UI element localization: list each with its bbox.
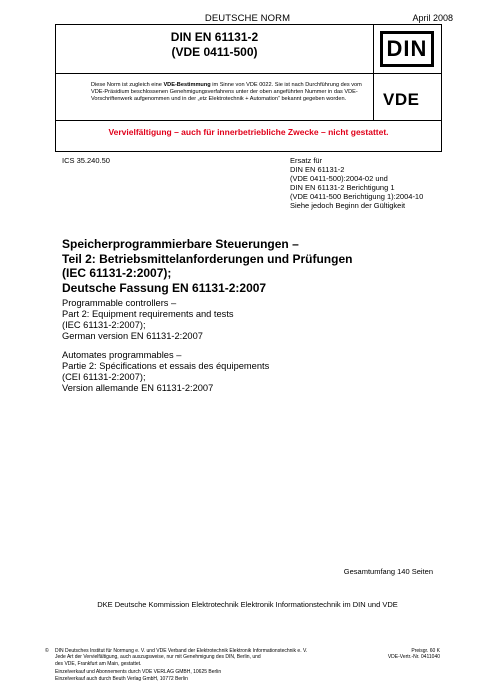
replaces-line: DIN EN 61131-2 Berichtigung 1: [290, 183, 395, 192]
title-german-line: Speicherprogrammierbare Steuerungen –: [62, 237, 299, 251]
standard-number-line2: (VDE 0411-500): [171, 45, 258, 59]
vde-contract-number: VDE-Vertr.-Nr. 0411040: [387, 654, 440, 661]
din-logo-text: DIN: [386, 36, 428, 61]
title-english-line: (IEC 61131-2:2007);: [62, 320, 146, 330]
footer-distribution: [55, 669, 221, 683]
ics-code: ICS 35.240.50: [62, 156, 110, 165]
copyright-line: des VDE, Frankfurt am Main, gestattet.: [55, 660, 142, 667]
vde-notice: [91, 82, 367, 103]
replaces-line: Ersatz für: [290, 156, 323, 165]
footer-price: [388, 648, 440, 661]
title-german-line: Teil 2: Betriebsmittelanforderungen und Prüfungen: [62, 251, 353, 266]
dke-line: DKE Deutsche Kommission Elektrotechnik Elektronik Informationstechnik im DIN und VDE: [97, 600, 398, 609]
footer-copyright: [45, 648, 400, 667]
standard-number: [56, 30, 373, 60]
din-logo: [380, 31, 434, 67]
notice-bold: VDE-Bestimmung: [163, 82, 211, 88]
notice-post: im Sinne von VDE 0022. Sie ist nach Durchführung des vom VDE-Präsidium beschlossenen Genehmigungsverfahrens unter der oben angeführten Nummer in das VDE-Vorschriftenwerk aufgenommen und in der „etz Elektrotechnik + Automation“ bekannt gegeben worden.: [91, 82, 362, 102]
copyright-line: DIN Deutsches Institut für Normung e. V. und VDE Verband der Elektrotechnik Elektronik Informationstechnik e. V.: [55, 648, 308, 654]
title-french-line: (CEI 61131-2:2007);: [62, 372, 146, 382]
frame-divider-bottom: [55, 120, 442, 121]
title-english: [62, 298, 234, 342]
title-french: [62, 350, 269, 394]
header-date: April 2008: [412, 13, 453, 23]
replaces-line: Siehe jedoch Beginn der Gültigkeit: [290, 201, 406, 210]
replaces-line: (VDE 0411-500):2004-02 und: [290, 174, 388, 183]
distribution-line: Einzelverkauf und Abonnements durch VDE VERLAG GMBH, 10625 Berlin: [55, 669, 222, 675]
title-english-line: German version EN 61131-2:2007: [62, 331, 203, 341]
title-english-line: Programmable controllers –: [62, 298, 177, 308]
title-english-line: Part 2: Equipment requirements and tests: [62, 309, 234, 319]
frame-vertical-divider: [373, 24, 374, 121]
replaces-block: [290, 156, 423, 210]
replaces-line: (VDE 0411-500 Berichtigung 1):2004-10: [290, 192, 424, 201]
title-german-line: (IEC 61131-2:2007);: [62, 266, 172, 280]
distribution-line: Einzelverkauf auch durch Beuth Verlag GmbH, 10772 Berlin: [55, 676, 188, 682]
total-pages: Gesamtumfang 140 Seiten: [343, 567, 433, 576]
copyright-line: Jede Art der Vervielfältigung, auch auszugsweise, nur mit Genehmigung des DIN, Berlin, und: [55, 654, 261, 661]
title-german-line: Deutsche Fassung EN 61131-2:2007: [62, 280, 267, 295]
notice-pre: Diese Norm ist zugleich eine: [91, 82, 164, 88]
copyright-icon: ©: [45, 648, 49, 654]
price-group: Preisgr. 60 K: [411, 648, 440, 654]
title-french-line: Partie 2: Spécifications et essais des équipements: [62, 361, 270, 371]
title-german: [62, 237, 352, 295]
title-french-line: Automates programmables –: [62, 350, 182, 360]
vde-logo: VDE: [383, 90, 420, 109]
standard-number-line1: DIN EN 61131-2: [170, 30, 259, 44]
frame-divider-top: [55, 73, 442, 74]
replaces-line: DIN EN 61131-2: [290, 165, 345, 174]
reproduction-notice: Vervielfältigung – auch für innerbetriebliche Zwecke – nicht gestattet.: [108, 127, 389, 137]
title-french-line: Version allemande EN 61131-2:2007: [62, 383, 214, 393]
header-title: DEUTSCHE NORM: [204, 13, 291, 24]
